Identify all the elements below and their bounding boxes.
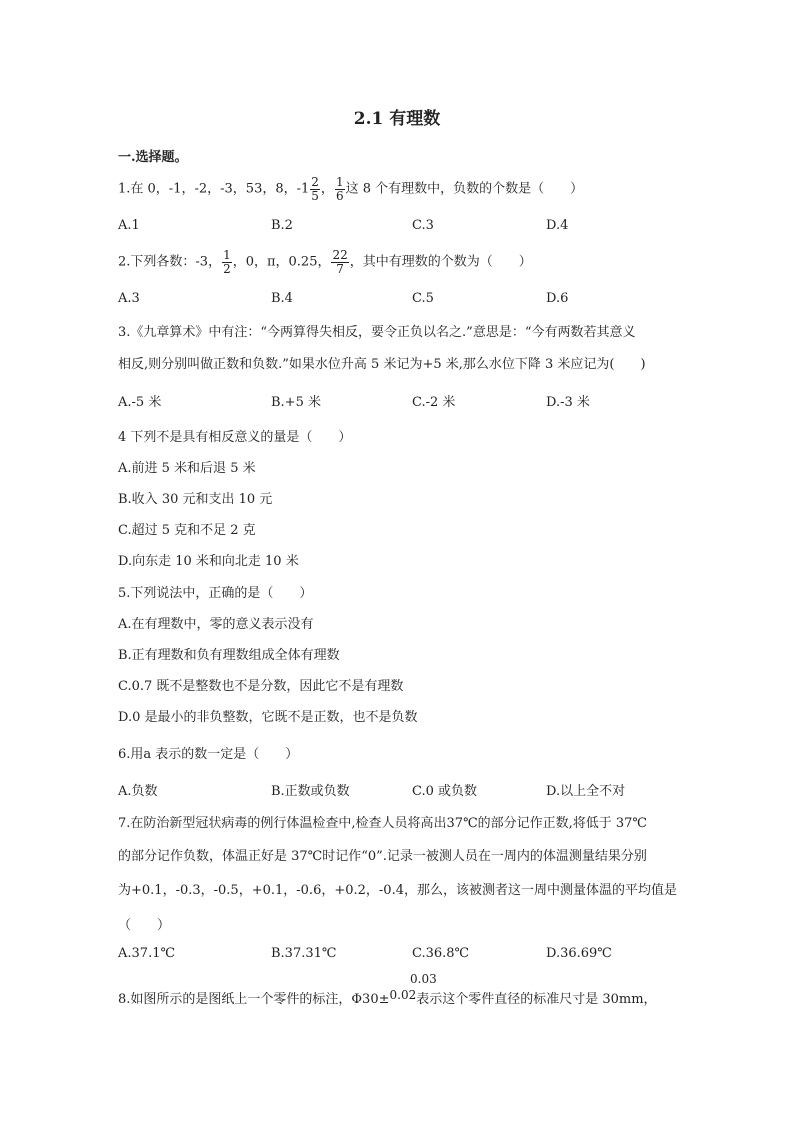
question-3-line-1: 3.《九章算术》中有注：“今两算得失相反，要令正负以名之.”意思是：“今有两数若其意义 xyxy=(118,325,636,340)
q2-option-a: A.3 xyxy=(118,291,140,306)
question-5-stem: 5.下列说法中，正确的是（ ） xyxy=(118,586,313,601)
q4-option-c: C.超过 5 克和不足 2 克 xyxy=(118,523,256,538)
q1-option-d: D.4 xyxy=(546,218,569,233)
q6-option-b: B.正数或负数 xyxy=(271,784,350,799)
page-title: 2.1 有理数 xyxy=(353,109,441,129)
question-1-stem xyxy=(118,176,583,202)
q2-text-post: ，其中有理数的个数为（ ） xyxy=(349,254,532,270)
q1-option-a: A.1 xyxy=(118,218,140,233)
q5-option-b: B.正有理数和负有理数组成全体有理数 xyxy=(118,648,340,663)
q6-option-c: C.0 或负数 xyxy=(412,784,478,799)
question-7-line-2: 的部分记作负数，体温正好是 37℃时记作“0”.记录一被测人员在一周内的体温测量结果分别 xyxy=(118,849,647,864)
question-4-stem: 4 下列不是具有相反意义的量是（ ） xyxy=(118,430,352,445)
q8-text-pre: 8.如图所示的是图纸上一个零件的标注，Φ30± xyxy=(118,992,390,1007)
q1-text-post: 这 8 个有理数中，负数的个数是（ ） xyxy=(345,181,584,197)
fraction-numerator: 1 xyxy=(335,175,344,189)
q7-option-a: A.37.1℃ xyxy=(118,946,176,961)
fraction-denominator: 5 xyxy=(311,188,319,203)
fraction-denominator: 6 xyxy=(335,188,344,203)
question-2-stem xyxy=(118,249,532,275)
q8-text-post: 表示这个零件直径的标准尺寸是 30mm， xyxy=(416,992,657,1007)
q1-option-b: B.2 xyxy=(271,218,293,233)
question-6-stem: 6.用a 表示的数一定是（ ） xyxy=(118,747,299,762)
q2-option-b: B.4 xyxy=(271,291,293,306)
q8-tolerance-lower: 0.02 xyxy=(389,988,417,1002)
q1-fraction-2 xyxy=(335,176,345,202)
question-7-line-3: 为+0.1，-0.3，-0.5，+0.1，-0.6，+0.2，-0.4，那么，该被测者这一周中测量体温的平均值是 xyxy=(118,883,677,898)
question-7-line-4: （ ） xyxy=(118,918,171,933)
q8-tolerance-upper: 0.03 xyxy=(410,972,437,986)
fraction-denominator: 2 xyxy=(223,261,231,276)
q5-option-c: C.0.7 既不是整数也不是分数，因此它不是有理数 xyxy=(118,679,404,694)
q7-option-b: B.37.31℃ xyxy=(271,946,337,961)
q2-text-mid: ，0，π，0.25， xyxy=(232,254,331,270)
q2-option-c: C.5 xyxy=(412,291,434,306)
q5-option-d: D.0 是最小的非负整数，它既不是正数，也不是负数 xyxy=(118,710,418,725)
fraction-numerator: 22 xyxy=(332,248,348,262)
q3-option-a: A.-5 米 xyxy=(118,395,162,410)
question-7-line-1: 7.在防治新型冠状病毒的例行体温检查中,检查人员将高出37℃的部分记作正数,将低于 37℃ xyxy=(118,816,647,831)
q4-option-a: A.前进 5 米和后退 5 米 xyxy=(118,461,256,476)
q3-option-c: C.-2 米 xyxy=(412,395,456,410)
section-heading: 一.选择题。 xyxy=(118,150,188,165)
question-8-stem xyxy=(118,988,657,1007)
q4-option-d: D.向东走 10 米和向北走 10 米 xyxy=(118,554,299,569)
q1-fraction-1 xyxy=(310,176,320,202)
fraction-denominator: 7 xyxy=(336,261,344,276)
q1-option-c: C.3 xyxy=(412,218,434,233)
q2-fraction-2 xyxy=(331,249,348,275)
q5-option-a: A.在有理数中，零的意义表示没有 xyxy=(118,617,314,632)
q2-fraction-1 xyxy=(222,249,232,275)
q7-option-d: D.36.69℃ xyxy=(546,946,612,961)
question-3-line-2: 相反,则分别叫做正数和负数.”如果水位升高 5 米记为+5 米,那么水位下降 3 米应记为( ) xyxy=(118,357,646,372)
q6-option-a: A.负数 xyxy=(118,784,158,799)
q4-option-b: B.收入 30 元和支出 10 元 xyxy=(118,492,273,507)
q2-option-d: D.6 xyxy=(546,291,569,306)
fraction-numerator: 2 xyxy=(311,175,319,189)
q7-option-c: C.36.8℃ xyxy=(412,946,470,961)
q1-text-pre: 1.在 0，-1，-2，-3，53，8，-1 xyxy=(118,181,310,197)
q6-option-d: D.以上全不对 xyxy=(546,784,626,799)
q3-option-d: D.-3 米 xyxy=(546,395,590,410)
q3-option-b: B.+5 米 xyxy=(271,395,321,410)
q1-comma: ， xyxy=(320,181,334,197)
fraction-numerator: 1 xyxy=(223,248,231,262)
q2-text-pre: 2.下列各数：-3， xyxy=(118,254,222,270)
